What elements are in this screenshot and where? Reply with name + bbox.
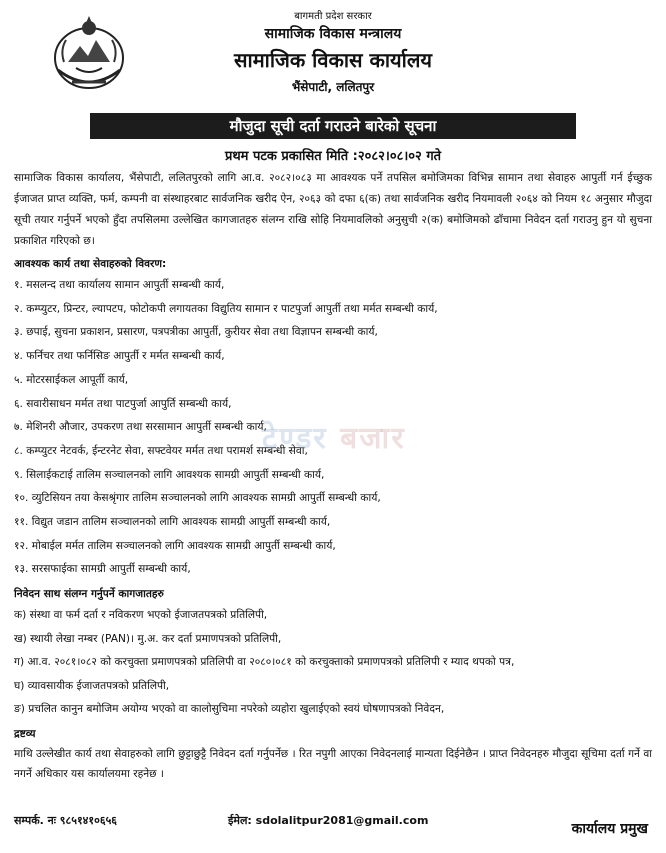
document-item: क) संस्था वा फर्म दर्ता र नविकरण भएको ईजाजतपत्रको प्रतिलिपी, [14, 609, 268, 622]
publish-date: प्रथम पटक प्रकासित मिति :२०८२।०८।०२ गते [224, 149, 442, 164]
service-item: १. मसलन्द तथा कार्यालय सामान आपुर्ती सम्बन्धी कार्य, [14, 279, 225, 291]
notice-body [14, 168, 652, 784]
documents-heading: निवेदन साथ संलग्न गर्नुपर्ने कागजातहरु [14, 588, 164, 601]
document-item: ग) आ.व. २०८१।०८२ को करचुक्ता प्रमाणपत्रको प्रतिलिपी वा २०८०।०८१ को करचुक्ताको प्रमाणपत्रको प्रतिलिपी र म्याद थपको पत्र, [14, 656, 515, 669]
document-item: ङ) प्रचलित कानुन बमोजिम अयोग्य भएको वा कालोसुचिमा नपरेको व्यहोरा खुलाईएको स्वयं घोषणापत्रको निवेदन, [14, 703, 445, 716]
contact-email: ईमेल: sdolalitpur2081@gmail.com [228, 814, 429, 827]
service-item: १०. व्युटिसियन तया केसश्रृंगार तालिम सञ्चालनको लागि आवश्यक सामग्री आपुर्ती सम्बन्धी कार्य, [14, 492, 381, 505]
service-item: १३. सरसफाईका सामग्री आपुर्ती सम्बन्धी कार्य, [14, 563, 191, 576]
notice-title: मौजुदा सूची दर्ता गराउने बारेको सूचना [90, 113, 576, 139]
office-address: भैंसेपाटी, ललितपुर [291, 80, 375, 94]
office-head-signature-label: कार्यालय प्रमुख [571, 821, 648, 837]
service-item: १२. मोबाईल मर्मत तालिम सञ्चालनको लागि आवश्यक सामग्री आपुर्ती सम्बन्धी कार्य, [14, 539, 336, 552]
service-item: ८. कम्प्युटर नेटवर्क, ईन्टरनेट सेवा, सफ्टवेयर मर्मत तथा परामर्श सम्बन्धी सेवा, [14, 444, 308, 457]
documents-list [14, 604, 652, 722]
service-item: ५. मोटरसाईकल आपूर्ती कार्य, [14, 373, 129, 386]
ministry-name: सामाजिक विकास मन्त्रालय [264, 26, 402, 42]
contact-number: सम्पर्क. नः ९८५१४१०६५६ [14, 814, 118, 827]
intro-paragraph: सामाजिक विकास कार्यालय, भैंसेपाटी, ललितपुरको लागि आ.व. २०८२।०८३ मा आवश्यक पर्ने तपसिल बमोजिमका विभिन्न सामान तथा सेवाहरु आपुर्ती गर्न ईच्छुक ईजाजत प्राप्त व्यक्ति, फर्म, कम्पनी वा संस्थाहरबाट सार्वजनिक खरीद ऐन, २०६३ को दफा ६(क) तथा सार्वजनिक खरीद नियमावली २०६४ को नियम १८ अनुसार मौजुदा सूची तयार गर्नुपर्ने भएको हुँदा तपसिलमा उल्लेखित कागजातहरु संलग्न राखि सोहि नियमावलिको अनुसुची २(क) बमोजिमको ढाँचामा निवेदन दर्ता गराउनु हुन यो सुचना प्रकाशित गरिएको छ। [14, 172, 652, 247]
province-government-label: बागमती प्रदेश सरकार [294, 11, 372, 22]
service-item: ११. विद्युत जडान तालिम सञ्चालनको लागि आवश्यक सामग्री आपुर्ती सम्बन्धी कार्य, [14, 516, 331, 529]
service-item: ७. मेशिनरी औजार, उपकरण तथा सरसामान आपुर्ती सम्बन्धी कार्य, [14, 421, 267, 434]
document-item: घ) व्यावसायीक ईजाजतपत्रको प्रतिलिपी, [14, 679, 170, 692]
services-list [14, 274, 652, 582]
service-item: ६. सवारीसाधन मर्मत तथा पाटपुर्जा आपुर्ति सम्बन्धी कार्य, [14, 397, 232, 410]
service-item: २. कम्प्युटर, प्रिन्टर, ल्यापटप, फोटोकपी लगायतका विद्युतिय सामान र पाटपुर्जा आपुर्ती तथा मर्मत सम्बन्धी कार्य, [14, 302, 438, 315]
watermark-part1: टेण्डर [262, 421, 328, 456]
services-heading: आवश्यक कार्य तथा सेवाहरुको विवरण: [14, 258, 167, 270]
note-heading: द्रष्टव्य [14, 727, 36, 740]
document-item: ख) स्थायी लेखा नम्बर (PAN)। मु.अ. कर दर्ता प्रमाणपत्रको प्रतिलिपी, [14, 632, 282, 645]
service-item: ४. फर्निचर तथा फर्निसिङ आपुर्ती र मर्मत सम्बन्धी कार्य, [14, 350, 225, 363]
service-item: ३. छपाई, सुचना प्रकाशन, प्रसारण, पत्रपत्रीका आपुर्ती, कुरीयर सेवा तथा विज्ञापन सम्बन्धी कार्य, [14, 326, 378, 339]
watermark-part2: बजार [340, 421, 406, 456]
service-item: ९. सिलाईकटाई तालिम सञ्चालनको लागि आवश्यक सामग्री आपुर्ती सम्बन्धी कार्य, [14, 468, 325, 481]
office-name: सामाजिक विकास कार्यालय [234, 48, 432, 72]
footer [14, 813, 652, 837]
note-text: माथि उल्लेखीत कार्य तथा सेवाहरुको लागि छुट्टाछुट्टै निवेदन दर्ता गर्नुपर्नेछ । रित नपुगी आएका निवेदनलाई मान्यता दिईनेछैन । प्राप्त निवेदनहरु मौजुदा सूचिमा दर्ता गर्ने वा नगर्ने अधिकार यस कार्यालयमा रहनेछ । [14, 747, 652, 780]
